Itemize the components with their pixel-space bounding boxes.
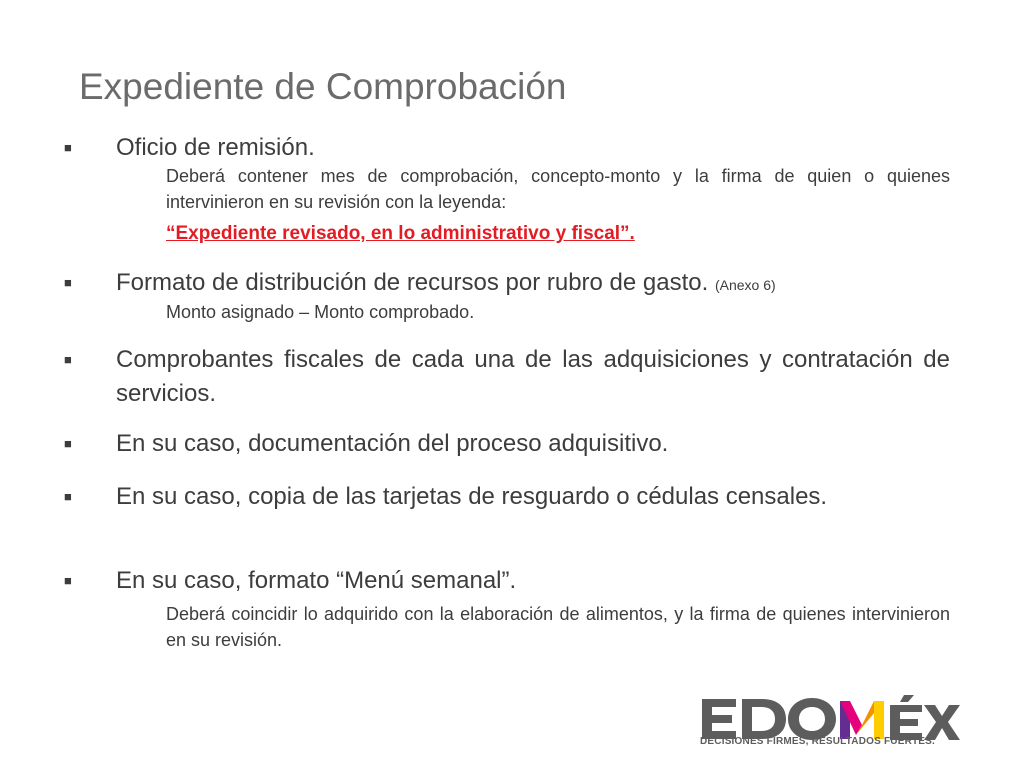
item-subtext: Deberá contener mes de comprobación, concepto-monto y la firma de quien o quienes intervinieron en su revisión con la leyenda: [166, 166, 950, 212]
item-highlight [166, 220, 950, 247]
list-item [64, 427, 950, 461]
item-subtext: Monto asignado – Monto comprobado. [166, 302, 475, 322]
slide-title: Expediente de Comprobación [79, 66, 567, 107]
list-item [64, 266, 950, 302]
bullet-icon: ■ [64, 140, 72, 155]
item-text: Comprobantes fiscales de cada una de las adquisiciones y contratación de servicios. [116, 346, 950, 407]
list-item [64, 480, 950, 514]
item-text: En su caso, copia de las tarjetas de resguardo o cédulas censales. [116, 483, 828, 510]
logo-tagline: DECISIONES FIRMES, RESULTADOS FUERTES. [700, 736, 936, 747]
item-note: (Anexo 6) [714, 277, 776, 293]
bullet-icon: ■ [64, 573, 72, 588]
item-text: Oficio de remisión. [116, 134, 315, 161]
list-item [64, 343, 950, 411]
bullet-icon: ■ [64, 436, 72, 451]
bullet-icon: ■ [64, 275, 72, 290]
item-text: En su caso, documentación del proceso adquisitivo. [116, 430, 669, 457]
list-item [64, 564, 950, 598]
item-text: Formato de distribución de recursos por rubro de gasto. [116, 269, 709, 296]
bullet-icon: ■ [64, 352, 72, 367]
item-text: En su caso, formato “Menú semanal”. [116, 567, 517, 594]
bullet-icon: ■ [64, 489, 72, 504]
item-subtext: Deberá coincidir lo adquirido con la elaboración de alimentos, y la firma de quienes intervinieron en su revisión. [166, 604, 950, 650]
list-item [64, 131, 950, 165]
highlight-legend: “Expediente revisado, en lo administrativo y fiscal”. [166, 223, 635, 244]
